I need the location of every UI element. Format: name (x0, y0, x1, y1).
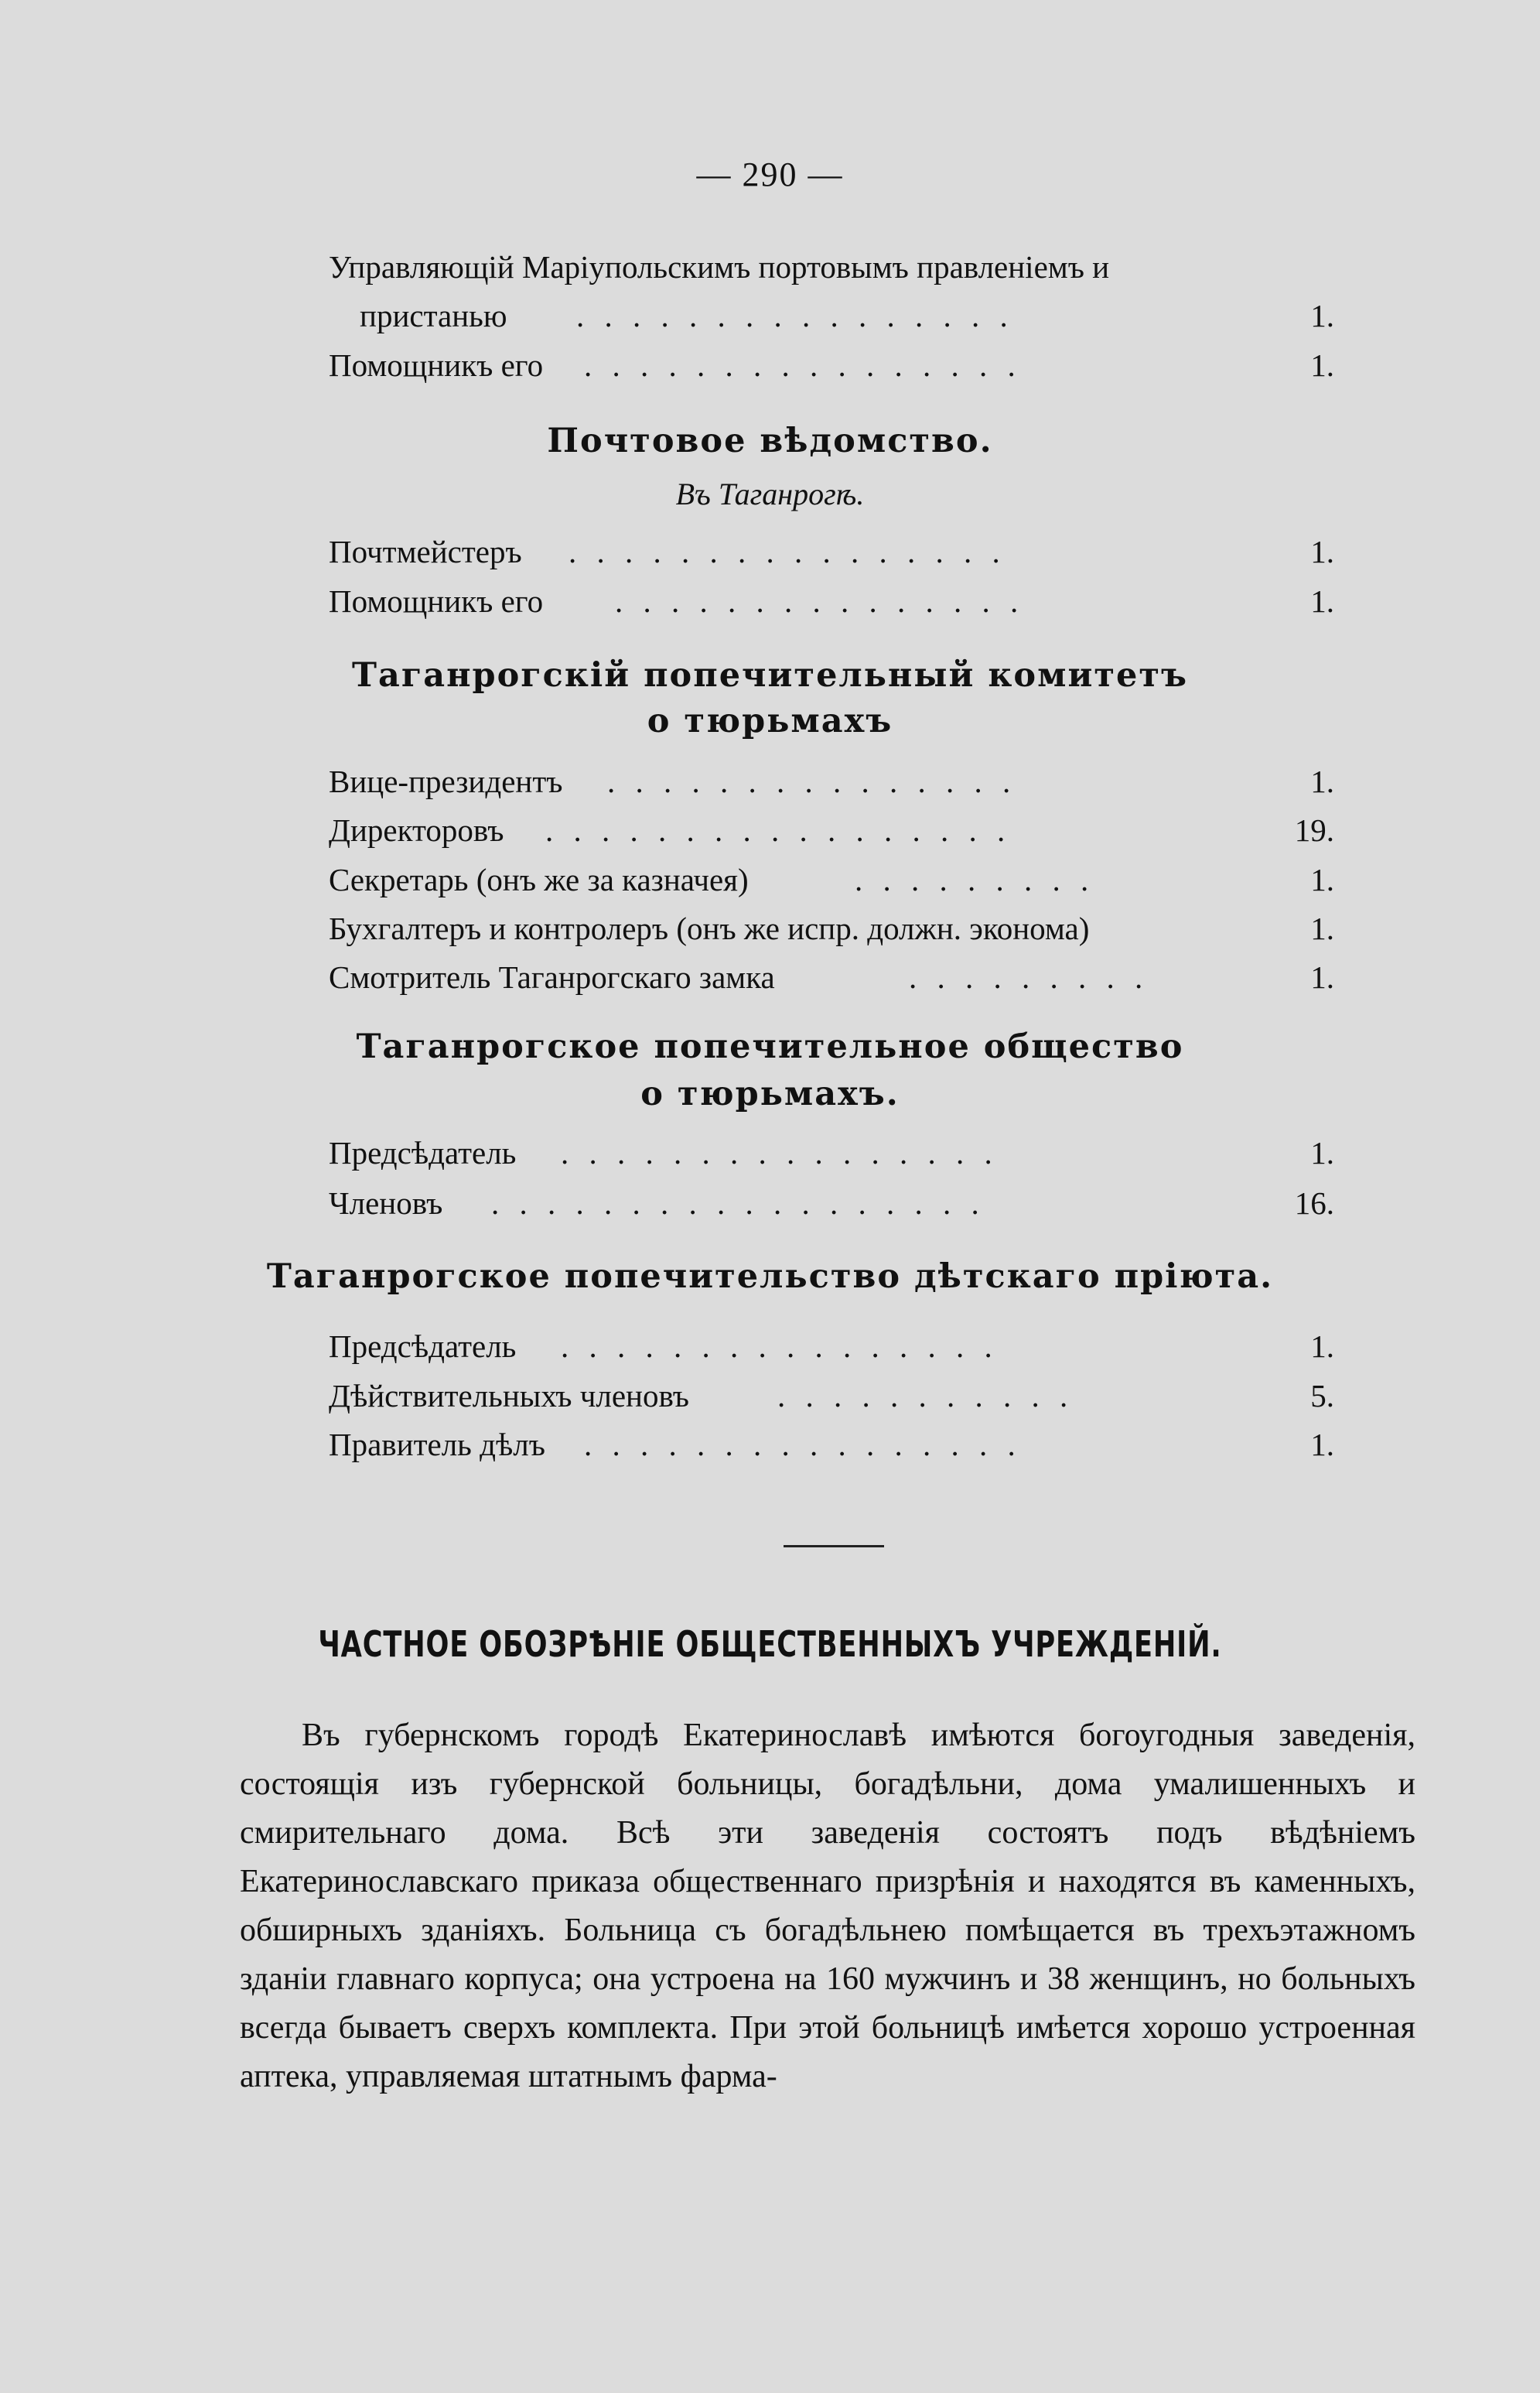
item-label: Предсѣдатель (329, 1135, 517, 1171)
leader-dots: . . . . . . . . . (909, 959, 1149, 995)
list-item (329, 578, 1334, 624)
item-label: Дѣйствительныхъ членовъ (329, 1378, 689, 1414)
section-title-line2: о тюрьмахъ (647, 702, 893, 740)
leader-dots: . . . . . . . . . . . . . . . . (561, 1328, 999, 1364)
item-label: пристанью (360, 298, 507, 333)
item-label: Предсѣдатель (329, 1328, 517, 1364)
item-value: 5. (1310, 1378, 1334, 1414)
item-label: Директоровъ (329, 812, 504, 848)
list-item (329, 905, 1334, 952)
section-title: Почтовое вѣдомство. (547, 422, 993, 460)
page-number: — 290 — (696, 156, 844, 193)
item-value: 1. (1310, 862, 1334, 897)
list-item (329, 1421, 1334, 1468)
leader-dots: . . . . . . . . . . . . . . . (615, 583, 1025, 619)
list-item (329, 807, 1334, 853)
leader-dots: . . . . . . . . . . . . . . . . (569, 534, 1006, 569)
list-item (329, 758, 1334, 805)
leader-dots: . . . . . . . . . (855, 862, 1095, 897)
body-paragraph (240, 1711, 1415, 2101)
section-title: Таганрогское попечительство дѣтскаго пріюта. (266, 1257, 1274, 1296)
item-value: 1. (1310, 1328, 1334, 1364)
item-label: Бухгалтеръ и контролеръ (онъ же испр. должн. эконома) (329, 911, 1090, 946)
item-label: Смотритель Таганрогскаго замка (329, 959, 775, 995)
paragraph-text: Въ губернскомъ городѣ Екатеринославѣ имѣются богоугодныя заведенія, состоящія изъ губернской больницы, богадѣльни, дома умалишенныхъ и смирительнаго дома. Всѣ эти заведенія состоятъ подъ вѣдѣніемъ Екатеринославскаго приказа общественнаго призрѣнія и находятся въ каменныхъ, обширныхъ зданіяхъ. Больница съ богадѣльнею помѣщается въ трехъэтажномъ зданіи главнаго корпуса; она устроена на 160 мужчинъ и 38 женщинъ, но больныхъ всегда бываетъ сверхъ комплекта. При этой больницѣ имѣется хорошо устроенная аптека, управляемая штатнымъ фарма- (240, 1718, 1415, 2094)
section-title: Таганрогскій попечительный комитетъ (352, 656, 1188, 695)
list-item (329, 1323, 1334, 1369)
list-item (329, 342, 1334, 388)
list-item (329, 1180, 1334, 1226)
item-value: 1. (1310, 959, 1334, 995)
list-item (329, 528, 1334, 575)
section-title: Таганрогское попечительное общество (356, 1027, 1184, 1066)
item-label: Помощникъ его (329, 583, 544, 619)
leader-dots: . . . . . . . . . . . . . . . . . . (491, 1185, 985, 1221)
leader-dots: . . . . . . . . . . . . . . . . (561, 1135, 999, 1171)
item-value: 16. (1294, 1185, 1334, 1221)
item-value: 1. (1310, 764, 1334, 799)
item-label: Членовъ (329, 1185, 443, 1221)
item-label: Вице-президентъ (329, 764, 563, 799)
item-value: 19. (1294, 812, 1334, 848)
leader-dots: . . . . . . . . . . . . . . . . (584, 347, 1022, 383)
leader-dots: . . . . . . . . . . . (777, 1378, 1074, 1414)
item-value: 1. (1310, 298, 1334, 333)
item-value: 1. (1310, 534, 1334, 569)
list-item (329, 1130, 1334, 1176)
item-value: 1. (1310, 583, 1334, 619)
item-value: 1. (1310, 1135, 1334, 1171)
leader-dots: . . . . . . . . . . . . . . . . (576, 298, 1014, 333)
item-value: 1. (1310, 347, 1334, 383)
item-label: Секретарь (онъ же за казначея) (329, 862, 749, 897)
leader-dots: . . . . . . . . . . . . . . . . . (545, 812, 1012, 848)
item-label: Правитель дѣлъ (329, 1427, 545, 1462)
item-value: 1. (1310, 1427, 1334, 1462)
item-label: Помощникъ его (329, 347, 544, 383)
item-value: 1. (1310, 911, 1334, 946)
list-item (329, 954, 1334, 1000)
list-item (329, 1373, 1334, 1419)
leader-dots: . . . . . . . . . . . . . . . (607, 764, 1017, 799)
list-item (329, 292, 1334, 339)
list-item (329, 244, 1334, 290)
chapter-heading: ЧАСТНОЕ ОБОЗРѢНІЕ ОБЩЕСТВЕННЫХЪ УЧРЕЖДЕНІЙ. (318, 1623, 1222, 1665)
section-title-line2: о тюрьмахъ. (640, 1075, 900, 1113)
item-label: Управляющій Маріупольскимъ портовымъ правленіемъ и (329, 249, 1110, 285)
list-item (329, 856, 1334, 903)
leader-dots: . . . . . . . . . . . . . . . . (584, 1427, 1022, 1462)
item-label: Почтмейстеръ (329, 534, 522, 569)
divider-rule (784, 1545, 884, 1547)
section-subtitle: Въ Таганрогѣ. (675, 477, 865, 511)
